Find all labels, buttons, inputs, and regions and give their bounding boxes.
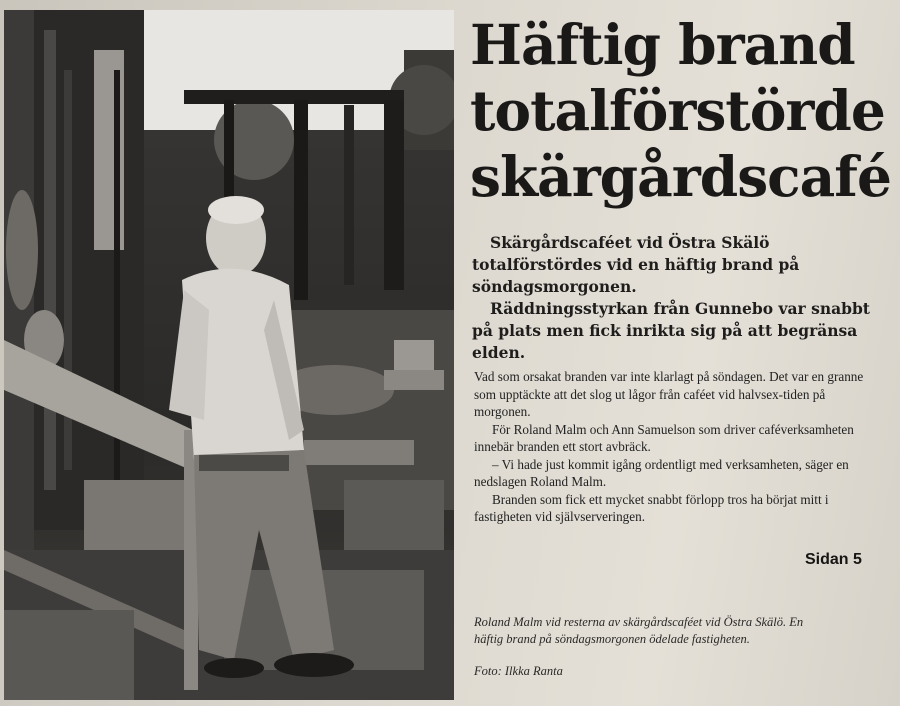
page-reference: Sidan 5 xyxy=(805,551,862,568)
article-body xyxy=(474,368,884,526)
headline-line: skärgårdscafé xyxy=(470,144,891,209)
photo-illustration xyxy=(4,10,454,700)
article-lead xyxy=(472,232,882,364)
lead-paragraph: Skärgårdscaféet vid Östra Skälö totalförstördes vid en häftig brand på söndagsmorgonen. xyxy=(472,233,800,296)
headline-line: totalförstörde xyxy=(470,78,885,143)
body-paragraph: Vad som orsakat branden var inte klarlagt på söndagen. Det var en granne som upptäckte att det slog ut lågor från caféet vid halvsex-tiden på morgonen. xyxy=(474,369,864,419)
headline-line: Häftig brand xyxy=(470,12,855,77)
news-photo xyxy=(4,10,454,700)
body-paragraph: – Vi hade just kommit igång ordentligt med verksamheten, säger en nedslagen Roland Malm. xyxy=(474,456,849,489)
lead-paragraph: Räddningsstyrkan från Gunnebo var snabbt på plats men fick inrikta sig på att begränsa elden. xyxy=(472,299,870,362)
photo-credit: Foto: Ilkka Ranta xyxy=(474,664,563,678)
body-paragraph: Branden som fick ett mycket snabbt förlopp tros ha börjat mitt i fastigheten vid självserveringen. xyxy=(474,491,829,524)
body-paragraph: För Roland Malm och Ann Samuelson som driver caféverksamheten innebär branden ett stort avbräck. xyxy=(474,421,854,454)
article-headline xyxy=(470,12,890,210)
photo-caption: Roland Malm vid resterna av skärgårdscaféet vid Östra Skälö. En häftig brand på söndagsmorgonen ödelade fastigheten. xyxy=(474,615,804,646)
